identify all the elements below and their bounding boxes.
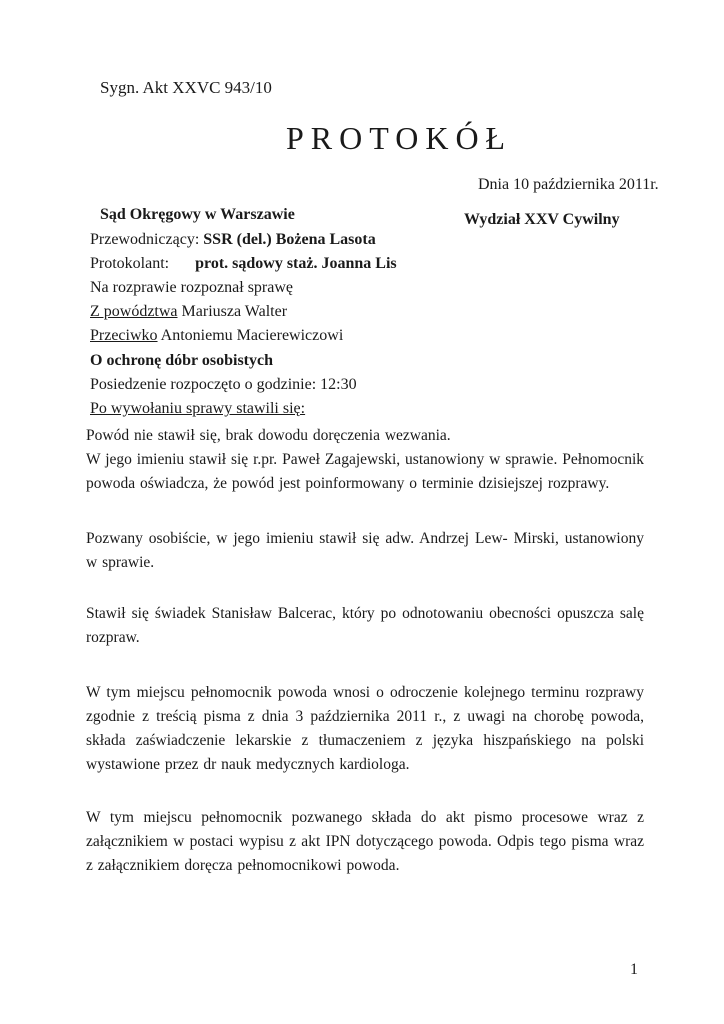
chairman-label: Przewodniczący:	[90, 231, 200, 248]
page-number: 1	[630, 961, 638, 978]
defendant-line	[90, 326, 343, 346]
clerk-value: prot. sądowy staż. Joanna Lis	[195, 255, 397, 272]
paragraph: W tym miejscu pełnomocnik pozwanego składa do akt pismo procesowe wraz z załącznikiem w postaci wypisu z akt IPN dotyczącego powoda. Odpis tego pisma wraz z załącznikiem doręcza pełnomocnikowi powoda.	[86, 809, 644, 874]
plaintiff-line	[90, 302, 287, 322]
appearance-heading: Po wywołaniu sprawy stawili się:	[90, 400, 306, 417]
paragraph: Pozwany osobiście, w jego imieniu stawił się adw. Andrzej Lew- Mirski, ustanowiony w sprawie.	[86, 530, 644, 571]
plaintiff-name: Mariusza Walter	[181, 303, 288, 320]
chairman-value: SSR (del.) Bożena Lasota	[203, 231, 376, 248]
defendant-name: Antoniemu Macierewiczowi	[160, 327, 344, 344]
case-subject: O ochronę dóbr osobistych	[90, 352, 273, 369]
clerk-line	[90, 254, 397, 274]
session-start: Posiedzenie rozpoczęto o godzinie: 12:30	[90, 376, 357, 393]
recognized-line: Na rozprawie rozpoznał sprawę	[90, 279, 294, 296]
paragraph: W jego imieniu stawił się r.pr. Paweł Zagajewski, ustanowiony w sprawie. Pełnomocnik powoda oświadcza, że powód jest poinformowany o terminie dzisiejszej rozprawy.	[86, 451, 644, 492]
paragraph: Stawił się świadek Stanisław Balcerac, który po odnotowaniu obecności opuszcza salę rozpraw.	[86, 605, 644, 646]
chairman-line	[90, 230, 376, 250]
court-name: Sąd Okręgowy w Warszawie	[100, 206, 295, 223]
document-title: PROTOKÓŁ	[286, 120, 513, 156]
clerk-label: Protokolant:	[90, 255, 170, 272]
case-signature: Sygn. Akt XXVC 943/10	[100, 78, 272, 97]
against-label: Przeciwko	[90, 327, 158, 344]
plaintiff-label: Z powództwa	[90, 303, 178, 320]
document-date: Dnia 10 października 2011r.	[478, 176, 659, 193]
court-division: Wydział XXV Cywilny	[464, 211, 620, 228]
paragraph: W tym miejscu pełnomocnik powoda wnosi o odroczenie kolejnego terminu rozprawy zgodnie z treścią pisma z dnia 3 października 2011 r., z uwagi na chorobę powoda, składa zaświadczenie lekarskie z tłumaczeniem z języka hiszpańskiego na polski wystawione przez dr nauk medycznych kardiologa.	[86, 684, 644, 773]
paragraph: Powód nie stawił się, brak dowodu doręczenia wezwania.	[86, 427, 451, 444]
